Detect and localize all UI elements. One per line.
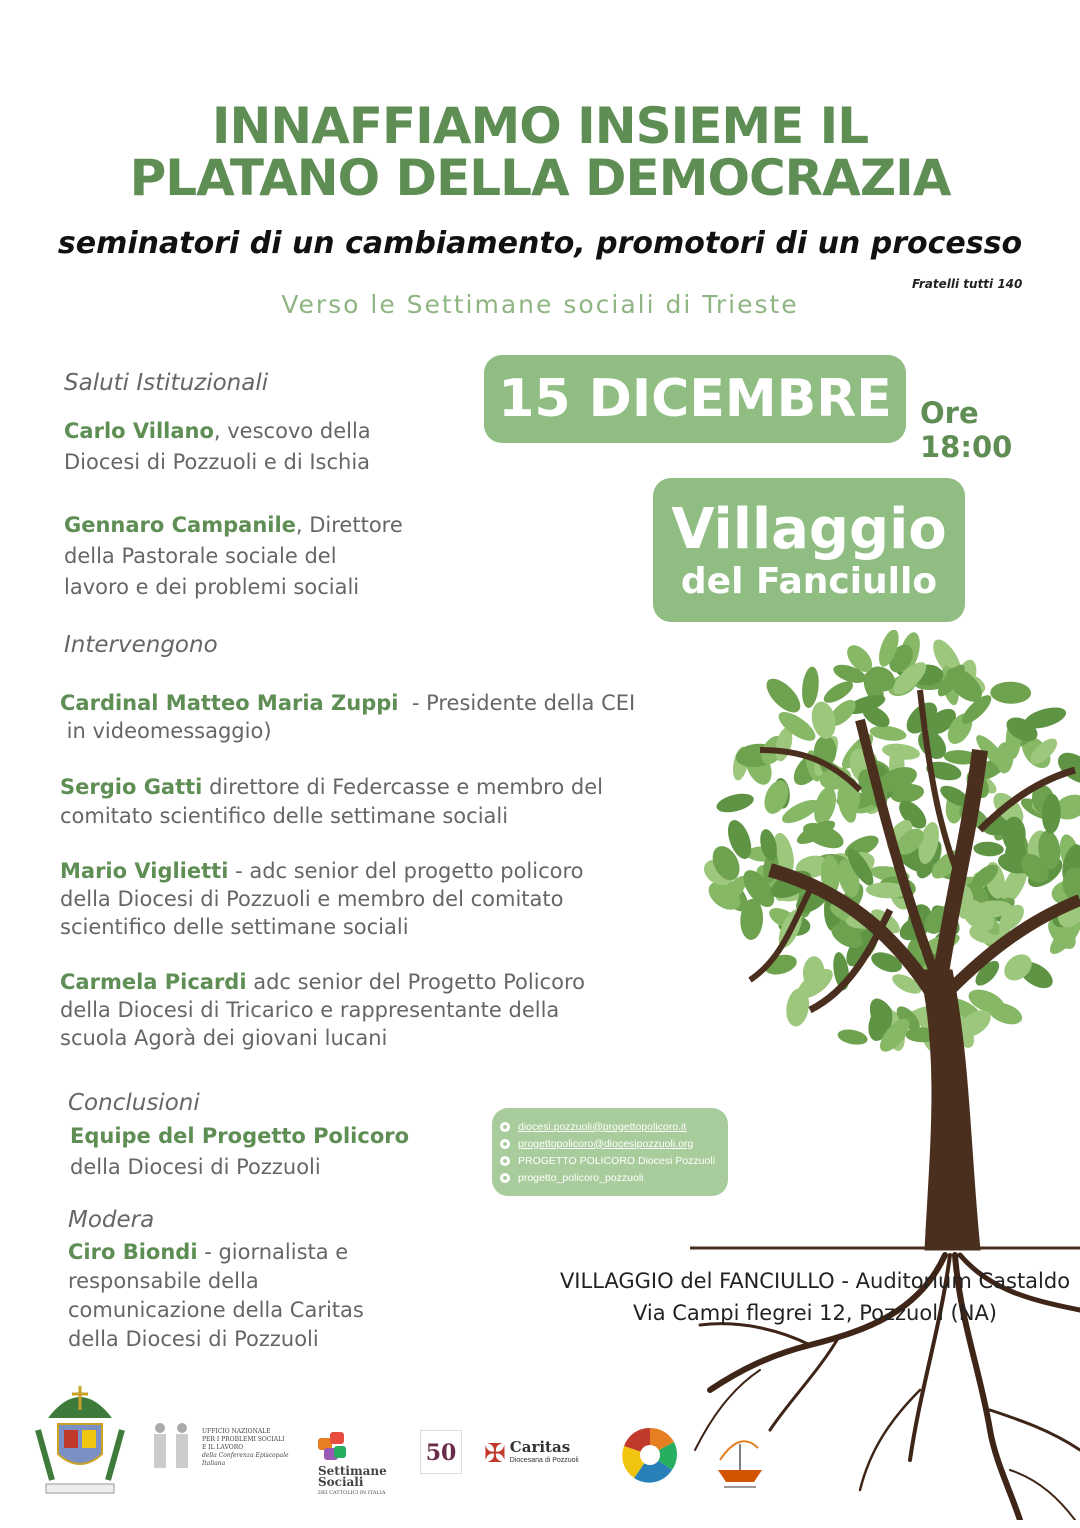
leaf-shape <box>990 681 1031 704</box>
leaf-shape <box>973 841 1004 857</box>
leaf-shape <box>1053 747 1080 790</box>
speaker-name: Cardinal Matteo Maria Zuppi <box>60 691 399 715</box>
pastoral-ship-logo <box>712 1430 768 1492</box>
speaker-item: Mario Viglietti - adc senior del progetto policoro della Diocesi di Pozzuoli e membro del comitato scientifico delle settimane sociali <box>60 859 584 939</box>
caritas-cross-icon: ✠ <box>484 1438 506 1468</box>
conclusioni-heading: Conclusioni <box>68 1090 200 1116</box>
saluti-item: Carlo Villano, vescovo della Diocesi di Pozzuoli e di Ischia <box>64 419 371 474</box>
address-line-2: Via Campi flegrei 12, Pozzuoli (NA) <box>632 1301 998 1325</box>
contact-instagram[interactable]: progetto_policoro_pozzuoli <box>500 1169 728 1186</box>
leaf-shape <box>836 1027 869 1047</box>
instagram-icon <box>500 1173 510 1183</box>
contacts-box <box>492 1108 728 1196</box>
speaker-name: Equipe del Progetto Policoro <box>70 1124 410 1148</box>
address <box>540 1265 1080 1329</box>
speaker-name: Carlo Villano <box>64 419 214 443</box>
saints-icon <box>148 1420 194 1470</box>
email-icon <box>500 1139 510 1149</box>
caritas-logo: ✠ Caritas Diocesana di Pozzuoli <box>484 1438 579 1468</box>
contact-facebook[interactable]: PROGETTO POLICORO Diocesi Pozzuoli <box>500 1152 728 1169</box>
settimane-sociali-logo: Settimane Sociali DEI CATTOLICI IN ITALIA <box>318 1432 418 1499</box>
leaf-shape <box>1003 817 1026 852</box>
modera-heading: Modera <box>68 1207 155 1233</box>
speaker-item: Carmela Picardi adc senior del Progetto Policoro della Diocesi di Tricarico e rappresentante della scuola Agorà dei giovani lucani <box>60 970 585 1050</box>
venue-line-1: Villaggio <box>671 497 947 562</box>
intervengono-heading: Intervengono <box>64 632 218 658</box>
speaker-name: Gennaro Campanile <box>64 513 296 537</box>
conclusioni-item: Equipe del Progetto Policoro della Diocesi di Pozzuoli <box>70 1124 410 1179</box>
saluti-heading: Saluti Istituzionali <box>64 370 269 396</box>
subtitle: seminatori di un cambiamento, promotori di un processo <box>57 226 1023 261</box>
facebook-icon <box>500 1156 510 1166</box>
contact-email-1[interactable]: diocesi.pozzuoli@progettopolicoro.it <box>500 1118 728 1135</box>
tagline: Verso le Settimane sociali di Trieste <box>281 290 799 319</box>
leaf-shape <box>761 673 806 718</box>
policoro-wheel-logo <box>614 1424 686 1486</box>
citation: Fratelli tutti 140 <box>912 277 1023 291</box>
ufficio-nazionale-logo: UFFICIO NAZIONALE PER I PROBLEMI SOCIALI E IL LAVORO della Conferenza Episcopale Italiana <box>148 1420 298 1470</box>
leaf-shape <box>800 666 820 709</box>
modera-item: Ciro Biondi - giornalista e responsabile della comunicazione della Caritas della Diocesi di Pozzuoli <box>68 1240 364 1351</box>
sponsor-logos <box>0 1380 1080 1500</box>
leaf-shape <box>869 724 908 743</box>
venue-line-2: del Fanciullo <box>680 561 938 602</box>
saluti-item: Gennaro Campanile, Direttore della Pastorale sociale del lavoro e dei problemi sociali <box>64 513 403 599</box>
speaker-name: Mario Viglietti <box>60 859 229 883</box>
speaker-item: Cardinal Matteo Maria Zuppi - Presidente della CEI in videomessaggio) <box>60 691 636 743</box>
venue-badge <box>653 478 965 622</box>
date-badge: 15 DICEMBRE <box>484 355 906 443</box>
contact-email-2[interactable]: progettopolicoro@diocesipozzuoli.org <box>500 1135 728 1152</box>
title-line-1: INNAFFIAMO INSIEME IL <box>211 97 869 155</box>
leaf-shape <box>715 790 756 815</box>
speaker-name: Ciro Biondi <box>68 1240 198 1264</box>
title-line-2: PLATANO DELLA DEMOCRAZIA <box>129 149 951 207</box>
speaker-item: Sergio Gatti direttore di Federcasse e membro del comitato scientifico delle settimane sociali <box>60 775 603 828</box>
speech-bubbles-icon <box>318 1432 348 1466</box>
address-line-1: VILLAGGIO del FANCIULLO - Auditorium Castaldo <box>559 1269 1071 1293</box>
leaf-shape <box>881 741 921 762</box>
poster-title <box>0 97 1080 207</box>
event-time: Ore 18:00 <box>920 396 1013 464</box>
speaker-name: Sergio Gatti <box>60 775 203 799</box>
speaker-name: Carmela Picardi <box>60 970 247 994</box>
fifty-anniversary-logo: 50 <box>420 1430 462 1474</box>
email-icon <box>500 1122 510 1132</box>
diocese-coat-of-arms-logo <box>28 1380 132 1498</box>
